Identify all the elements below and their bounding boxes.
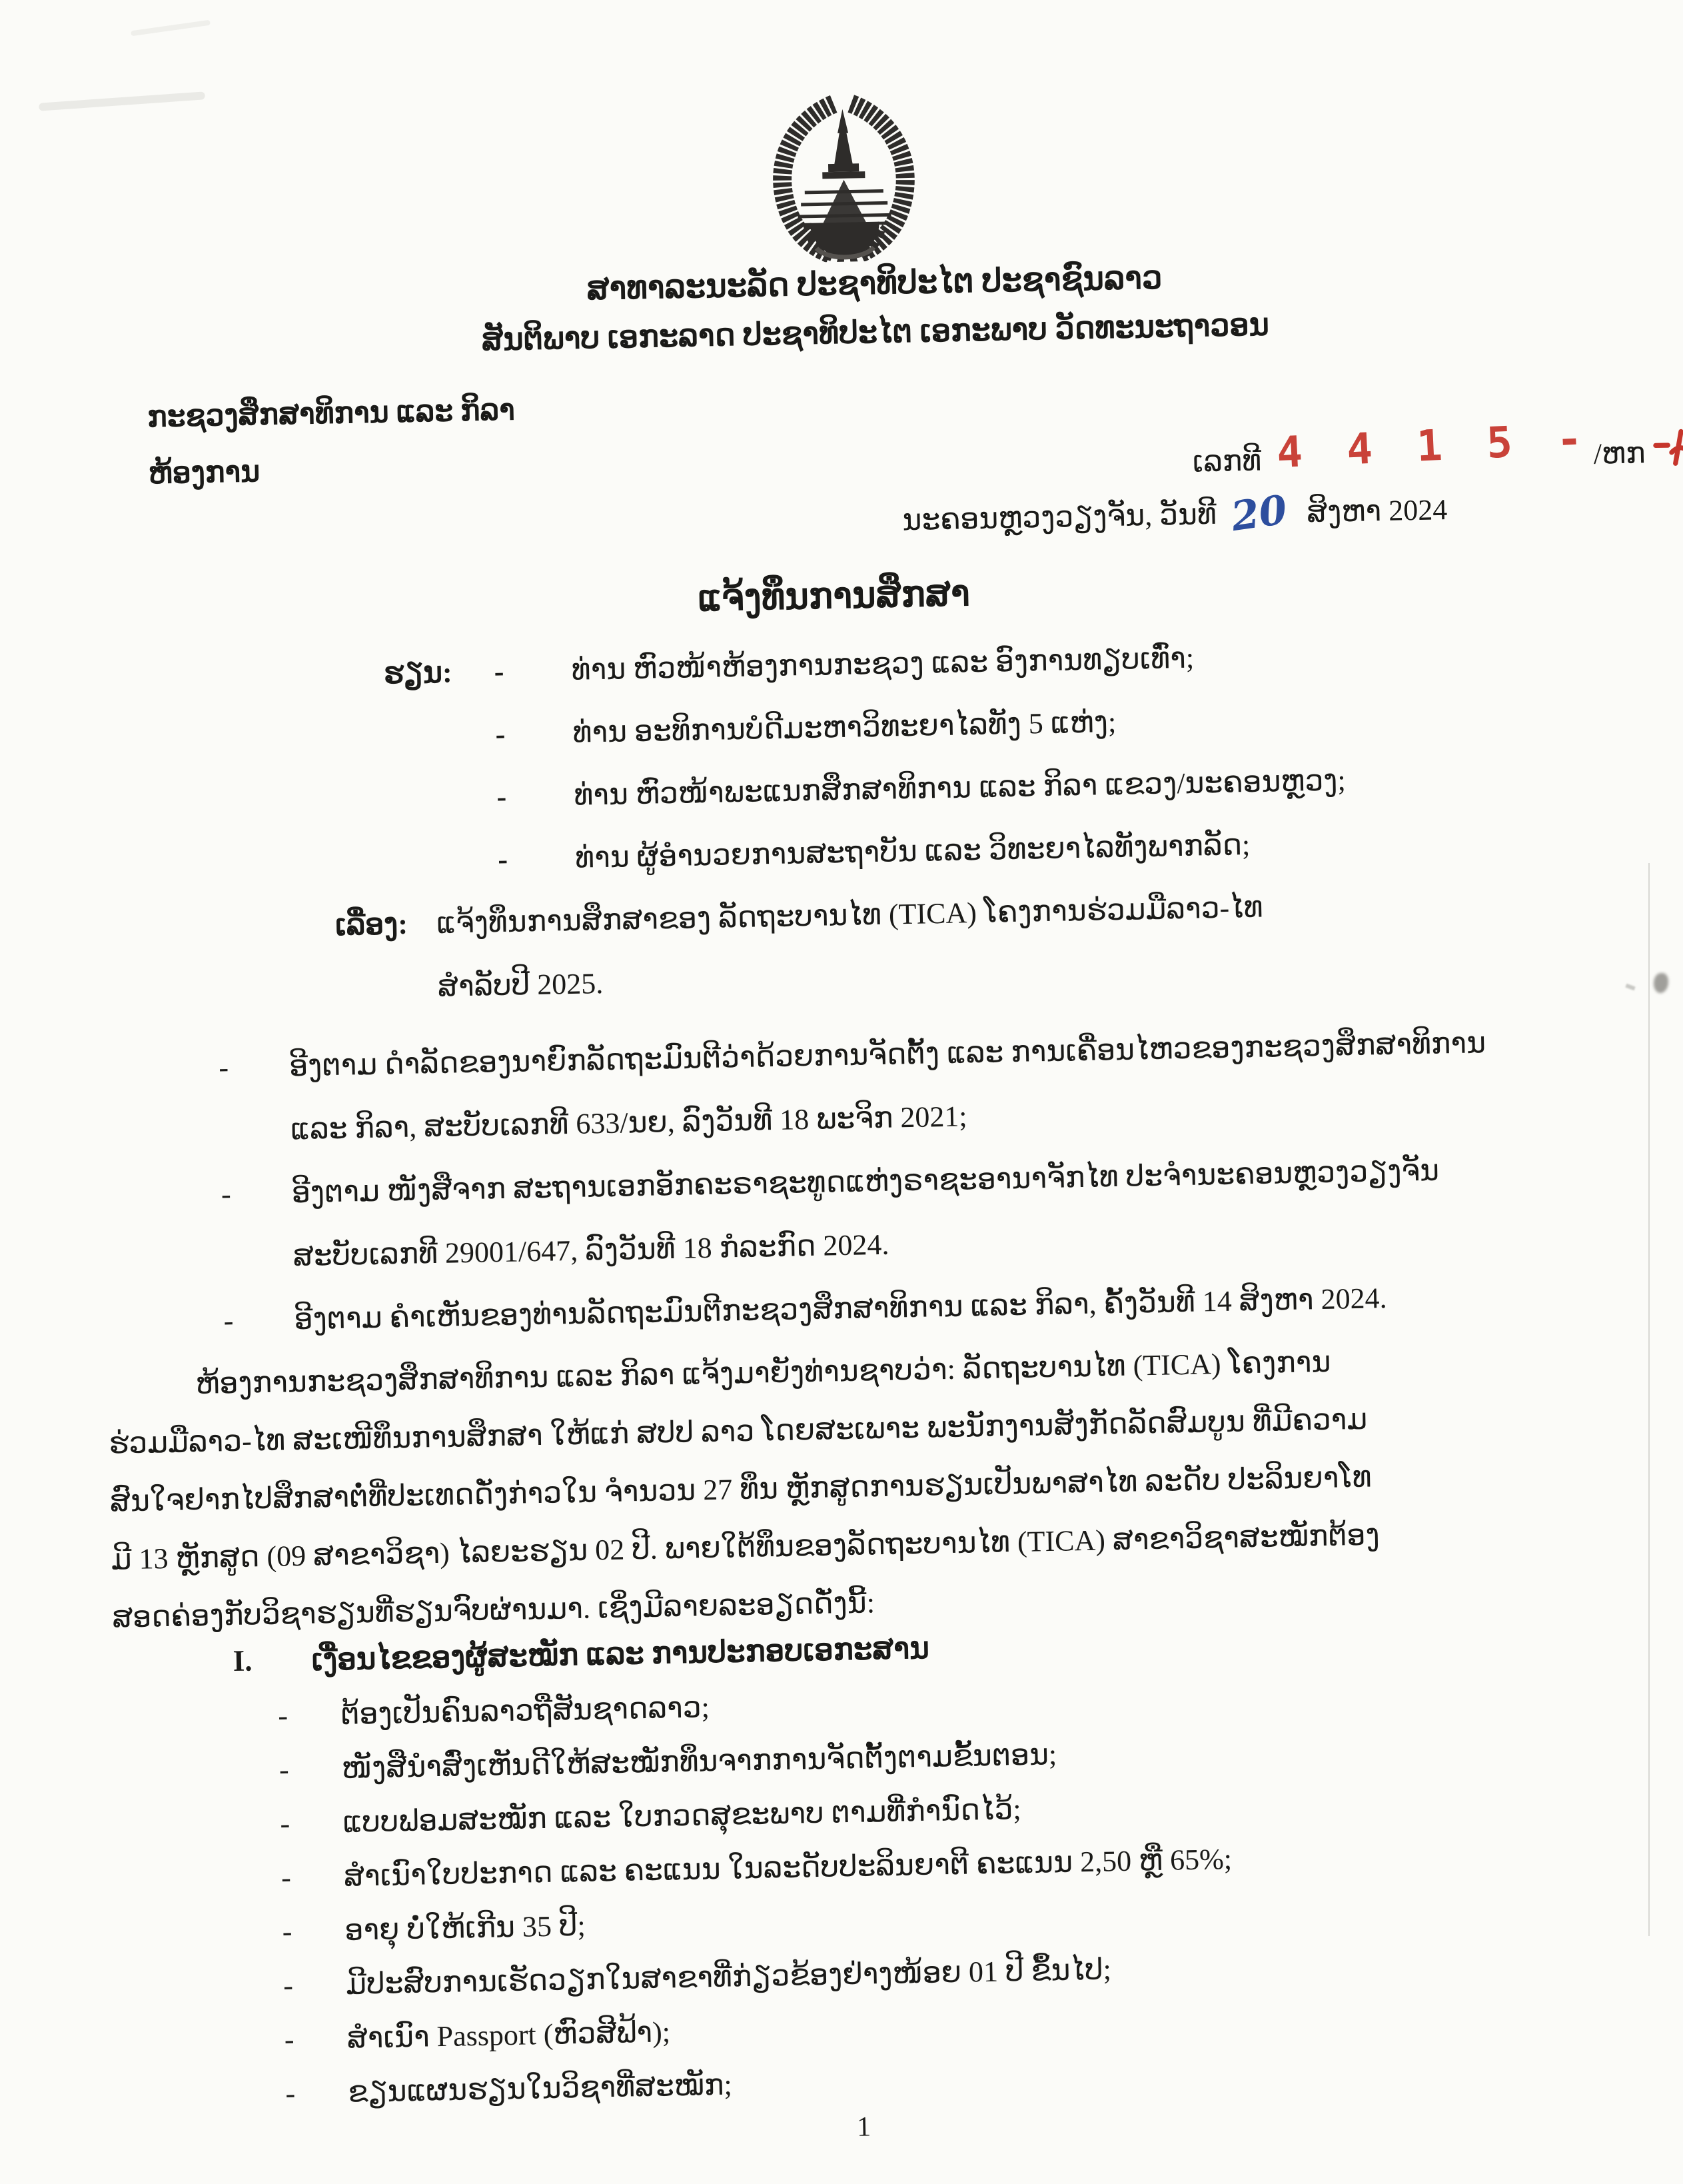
recipients-block bbox=[383, 638, 1348, 907]
section-title: ເງື່ອນໄຂຂອງຜູ້ສະໝັກ ແລະ ການປະກອບເອກະສານ bbox=[311, 1631, 930, 1677]
recipient-text: ທ່ານ ຫົວໜ້າຫ້ອງການກະຊວງ ແລະ ອົງການທຽບເທົ່າ; bbox=[571, 641, 1195, 686]
reference-line: ສະບັບເລກທີ 29001/647, ລົງວັນທີ 18 ກໍລະກົດ 2024. bbox=[292, 1228, 889, 1273]
document-title: ແຈ້ງທຶນການສຶກສາ bbox=[697, 573, 971, 619]
conditions-list bbox=[275, 1680, 1237, 2131]
references-block bbox=[216, 1026, 1492, 1367]
dash-marker: - bbox=[497, 842, 508, 876]
reference-label: ເລກທີ bbox=[1192, 444, 1262, 479]
handwritten-red-mark bbox=[1652, 425, 1683, 472]
dash-marker: - bbox=[284, 2077, 296, 2110]
dash-marker: - bbox=[223, 1304, 234, 1338]
list-item-text: ຕ້ອງເປັນຄົນລາວຖືສັນຊາດລາວ; bbox=[340, 1691, 710, 1731]
dash-marker: - bbox=[494, 654, 504, 688]
dash-marker: - bbox=[218, 1051, 229, 1084]
subject-block bbox=[335, 890, 1265, 1035]
reference-item bbox=[216, 1026, 1488, 1177]
dash-marker: - bbox=[221, 1177, 232, 1211]
dash-marker: - bbox=[282, 1915, 292, 1948]
subject-label: ເລື່ອງ: bbox=[334, 907, 408, 942]
page-number: 1 bbox=[856, 2111, 871, 2143]
list-item-text: ໜັງສືນຳສົ່ງເຫັນດີໃຫ້ສະໝັກທຶນຈາກການຈັດຕັ້ງຕາມຂັ້ນຕອນ; bbox=[341, 1737, 1057, 1785]
list-item-text: ສຳເນົາ Passport (ຫົວສີຟ້າ); bbox=[346, 2015, 671, 2055]
reference-line: ແລະ ກິລາ, ສະບັບເລກທີ 633/ນຍ, ລົງວັນທີ 18 ພະຈິກ 2021; bbox=[290, 1100, 967, 1146]
body-line: ຮ່ວມມືລາວ-ໄທ ສະເໜີທຶນການສຶກສາ ໃຫ້ແກ່ ສປປ ລາວ ໂດຍສະເພາະ ພະນັກງານສັງກັດລັດສົມບູນ ທີ່ມີຄວາມ bbox=[108, 1402, 1368, 1460]
reference-line: ອີງຕາມ ຄຳເຫັນຂອງທ່ານລັດຖະມົນຕີກະຊວງສຶກສາທິການ ແລະ ກິລາ, ຄັ້ງວັນທີ 14 ສິງຫາ 2024. bbox=[294, 1282, 1388, 1336]
dash-marker: - bbox=[277, 1699, 288, 1732]
body-line: ສອດຄ່ອງກັບວິຊາຮຽນທີ່ຮຽນຈົບຜ່ານມາ. ເຊິ່ງມີລາຍລະອຽດດັ່ງນີ້: bbox=[111, 1586, 875, 1634]
ministry-name: ກະຊວງສຶກສາທິການ ແລະ ກິລາ bbox=[147, 393, 516, 434]
dash-marker: - bbox=[280, 1861, 292, 1894]
lao-national-emblem-icon bbox=[739, 90, 949, 266]
list-item-text: ອາຍຸ ບໍ່ໃຫ້ເກີນ 35 ປີ; bbox=[344, 1909, 586, 1947]
recipient-text: ທ່ານ ຫົວໜ້າພະແນກສຶກສາທິການ ແລະ ກິລາ ແຂວງ/ນະຄອນຫຼວງ; bbox=[573, 764, 1347, 812]
subject-line: ສຳລັບປີ 2025. bbox=[437, 966, 604, 1003]
body-line: ມີ 13 ຫຼັກສູດ (09 ສາຂາວິຊາ) ໄລຍະຮຽນ 02 ປີ. ພາຍໃຕ້ທຶນຂອງລັດຖະບານໄທ (TICA) ສາຂາວິຊາສະໝັກຕ້ອງ bbox=[111, 1518, 1381, 1576]
recipients-label: ຮຽນ: bbox=[383, 656, 453, 690]
subject-line: ແຈ້ງທຶນການສຶກສາຂອງ ລັດຖະບານໄທ (TICA) ໂຄງການຮ່ວມມືລາວ-ໄທ bbox=[436, 890, 1264, 940]
scan-edge-artifact bbox=[1648, 863, 1650, 1936]
month-year: ສິງຫາ 2024 bbox=[1306, 493, 1448, 529]
place-date-prefix: ນະຄອນຫຼວງວຽງຈັນ, ວັນທີ bbox=[901, 497, 1217, 537]
dash-marker: - bbox=[279, 1753, 290, 1786]
dash-marker: - bbox=[496, 780, 507, 814]
office-name: ຫ້ອງການ bbox=[148, 455, 261, 491]
list-item-text: ມີປະສົບການເຮັດວຽກໃນສາຂາທີ່ກ່ຽວຂ້ອງຢ່າງໜ້ອຍ 01 ປີ ຂຶ້ນໄປ; bbox=[345, 1953, 1112, 2001]
recipient-text: ທ່ານ ຜູ້ອຳນວຍການສະຖາບັນ ແລະ ວິທະຍາໄລທັງພາກລັດ; bbox=[574, 828, 1251, 874]
reference-number-stamp: 4 4 1 5 - bbox=[1276, 414, 1593, 479]
dash-marker: - bbox=[495, 717, 506, 751]
list-item-text: ສຳເນົາໃບປະກາດ ແລະ ຄະແນນ ໃນລະດັບປະລິນຍາຕີ ຄະແນນ 2,50 ຫຼື 65%; bbox=[343, 1842, 1233, 1893]
dash-marker: - bbox=[282, 1969, 294, 2002]
list-item-text: ຂຽນແຜນຮຽນໃນວິຊາທີ່ສະໝັກ; bbox=[347, 2068, 733, 2109]
section-numeral: I. bbox=[233, 1643, 253, 1678]
recipient-text: ທ່ານ ອະທິການບໍດີມະຫາວິທະຍາໄລທັງ 5 ແຫ່ງ; bbox=[572, 705, 1117, 749]
body-line: ສົນໃຈຢາກໄປສຶກສາຕໍ່ທີ່ປະເທດດັ່ງກ່າວໃນ ຈຳນວນ 27 ທຶນ ຫຼັກສູດການຮຽນເປັນພາສາໄທ ລະດັບ ປະລິນຍາໂທ bbox=[109, 1460, 1372, 1518]
dash-marker: - bbox=[280, 1807, 290, 1840]
reference-suffix: /ຫກ bbox=[1593, 437, 1646, 471]
reference-line: ອີງຕາມ ໜັງສືຈາກ ສະຖານເອກອັກຄະຣາຊະທູດແຫ່ງຣາຊະອານາຈັກໄທ ປະຈຳນະຄອນຫຼວງວຽງຈັນ bbox=[291, 1154, 1440, 1210]
handwritten-day: 20 bbox=[1229, 487, 1291, 541]
reference-item bbox=[219, 1152, 1490, 1304]
dash-marker: - bbox=[284, 2023, 294, 2056]
body-paragraph bbox=[107, 1344, 1381, 1658]
place-date-line bbox=[902, 483, 1448, 540]
list-item-text: ແບບຟອມສະໝັກ ແລະ ໃບກວດສຸຂະພາບ ຕາມທີ່ກຳນົດໄວ້; bbox=[342, 1792, 1022, 1839]
reference-number-line bbox=[1192, 415, 1683, 483]
national-motto-line2: ສັນຕິພາບ ເອກະລາດ ປະຊາທິປະໄຕ ເອກະພາບ ວັດທະນະຖາວອນ bbox=[481, 307, 1270, 357]
national-motto-line1: ສາທາລະນະລັດ ປະຊາທິປະໄຕ ປະຊາຊົນລາວ bbox=[586, 260, 1163, 307]
reference-line: ອີງຕາມ ດຳລັດຂອງນາຍົກລັດຖະມົນຕີວ່າດ້ວຍການຈັດຕັ້ງ ແລະ ການເຄື່ອນໄຫວຂອງກະຊວງສຶກສາທິການ bbox=[288, 1026, 1486, 1083]
body-line: ຫ້ອງການກະຊວງສຶກສາທິການ ແລະ ກິລາ ແຈ້ງມາຍັງທ່ານຊາບວ່າ: ລັດຖະບານໄທ (TICA) ໂຄງການ bbox=[195, 1345, 1331, 1401]
